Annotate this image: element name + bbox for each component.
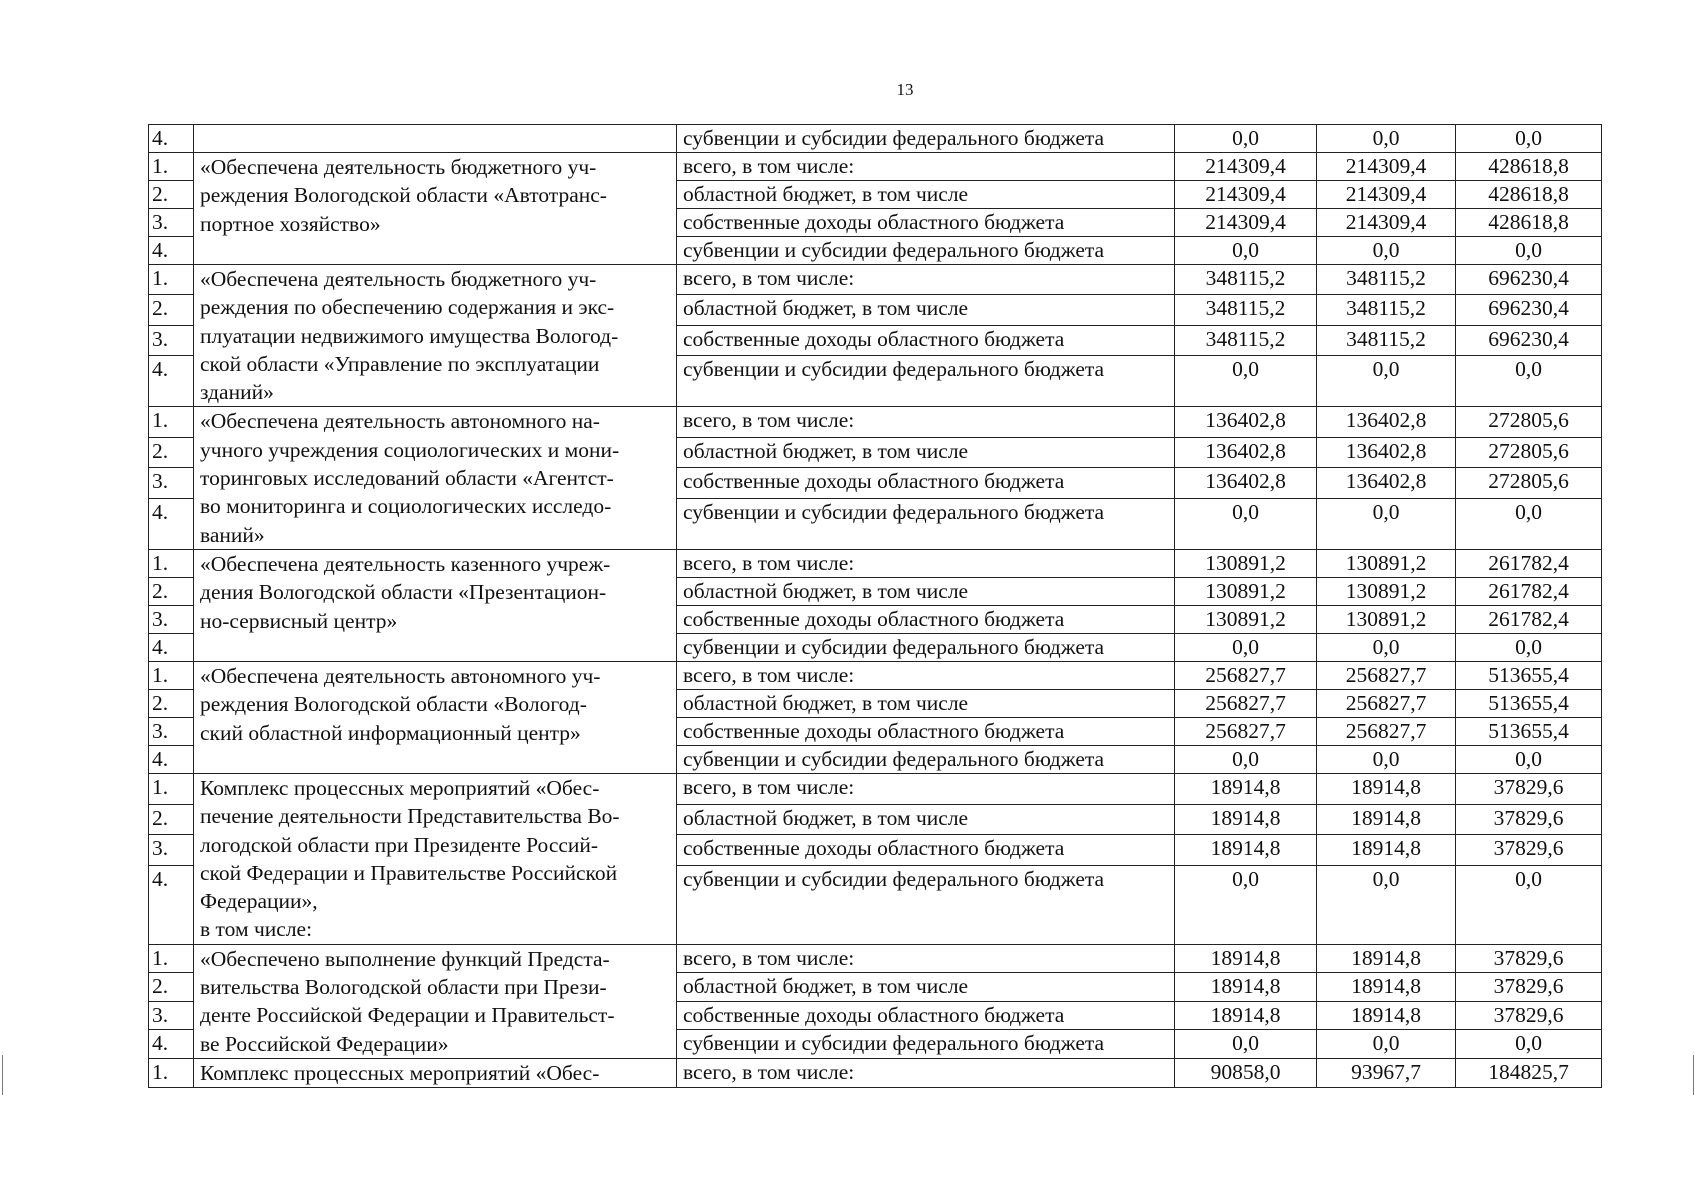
value-total: 0,0 (1456, 865, 1602, 944)
scan-edge-mark-right (1693, 1055, 1694, 1095)
table-row (149, 407, 1602, 437)
group-name-line: в том числе: (200, 917, 313, 942)
funding-source: всего, в том числе: (677, 153, 1175, 181)
funding-source: всего, в том числе: (677, 407, 1175, 437)
group-name-cell (194, 549, 677, 661)
value-year-1: 0,0 (1175, 125, 1317, 153)
value-total: 261782,4 (1456, 549, 1602, 577)
group-name-cell (194, 773, 677, 944)
table-row (149, 1058, 1602, 1087)
budget-table-body (149, 125, 1602, 1088)
group-name-line: печение деятельности Представительства Во- (200, 804, 620, 829)
row-number: 1. (149, 661, 194, 689)
value-year-2: 130891,2 (1317, 577, 1456, 605)
value-year-1: 136402,8 (1175, 468, 1317, 499)
funding-source: собственные доходы областного бюджета (677, 209, 1175, 237)
row-number: 3. (149, 835, 194, 866)
funding-source: собственные доходы областного бюджета (677, 468, 1175, 499)
row-number: 2. (149, 577, 194, 605)
funding-source: субвенции и субсидии федерального бюджета (677, 1030, 1175, 1059)
value-total: 0,0 (1456, 745, 1602, 773)
group-name-cell (194, 153, 677, 265)
funding-source: областной бюджет, в том числе (677, 973, 1175, 1002)
value-year-1: 0,0 (1175, 498, 1317, 549)
value-year-1: 136402,8 (1175, 437, 1317, 467)
group-name-line: Комплекс процессных мероприятий «Обес- (200, 775, 600, 800)
group-name-line: «Обеспечена деятельность казенного учреж- (200, 551, 611, 576)
value-year-1: 18914,8 (1175, 773, 1317, 804)
group-name-line: но-сервисный центр» (200, 608, 398, 633)
group-name-line: Комплекс процессных мероприятий «Обес- (200, 1060, 600, 1085)
table-row (149, 125, 1602, 153)
group-name-line: ский областной информационный центр» (200, 720, 581, 745)
value-year-1: 214309,4 (1175, 209, 1317, 237)
value-year-2: 130891,2 (1317, 605, 1456, 633)
group-name-cell (194, 944, 677, 1058)
value-year-2: 136402,8 (1317, 468, 1456, 499)
group-name-line: «Обеспечена деятельность бюджетного уч- (200, 267, 597, 291)
value-year-1: 0,0 (1175, 1030, 1317, 1059)
group-name-cell (194, 1058, 677, 1087)
page-number: 13 (896, 80, 914, 99)
group-name-line: ской области «Управление по эксплуатации (200, 351, 600, 376)
value-year-1: 18914,8 (1175, 1001, 1317, 1030)
row-number: 2. (149, 295, 194, 325)
value-year-1: 18914,8 (1175, 835, 1317, 866)
value-year-2: 0,0 (1317, 356, 1456, 407)
group-name-line: учного учреждения социологических и мони- (200, 437, 620, 462)
funding-source: собственные доходы областного бюджета (677, 835, 1175, 866)
value-year-2: 348115,2 (1317, 325, 1456, 356)
row-number: 3. (149, 605, 194, 633)
value-year-2: 18914,8 (1317, 944, 1456, 973)
value-total: 0,0 (1456, 633, 1602, 661)
value-total: 261782,4 (1456, 605, 1602, 633)
group-name-line: денте Российской Федерации и Правительст- (200, 1003, 615, 1028)
value-total: 272805,6 (1456, 437, 1602, 467)
funding-source: всего, в том числе: (677, 265, 1175, 295)
value-total: 37829,6 (1456, 773, 1602, 804)
funding-source: областной бюджет, в том числе (677, 295, 1175, 325)
row-number: 4. (149, 745, 194, 773)
table-row (149, 773, 1602, 804)
row-number: 4. (149, 1030, 194, 1059)
value-year-1: 214309,4 (1175, 181, 1317, 209)
row-number: 3. (149, 209, 194, 237)
value-year-2: 18914,8 (1317, 804, 1456, 835)
funding-source: всего, в том числе: (677, 1058, 1175, 1087)
value-total: 37829,6 (1456, 944, 1602, 973)
value-total: 696230,4 (1456, 325, 1602, 356)
row-number: 1. (149, 549, 194, 577)
value-year-1: 0,0 (1175, 237, 1317, 265)
table-row (149, 549, 1602, 577)
funding-source: субвенции и субсидии федерального бюджета (677, 865, 1175, 944)
group-name-cell (194, 407, 677, 549)
row-number: 3. (149, 1001, 194, 1030)
value-year-2: 0,0 (1317, 865, 1456, 944)
value-total: 0,0 (1456, 356, 1602, 407)
table-row (149, 265, 1602, 295)
value-year-2: 348115,2 (1317, 265, 1456, 295)
group-name-cell (194, 125, 677, 153)
value-total: 37829,6 (1456, 804, 1602, 835)
funding-source: всего, в том числе: (677, 944, 1175, 973)
row-number: 3. (149, 717, 194, 745)
value-total: 428618,8 (1456, 181, 1602, 209)
row-number: 3. (149, 325, 194, 356)
row-number: 1. (149, 1058, 194, 1087)
row-number: 3. (149, 468, 194, 499)
funding-source: собственные доходы областного бюджета (677, 717, 1175, 745)
group-name-line: ве Российской Федерации» (200, 1031, 449, 1056)
value-year-1: 18914,8 (1175, 804, 1317, 835)
row-number: 2. (149, 689, 194, 717)
value-year-2: 0,0 (1317, 498, 1456, 549)
value-year-2: 214309,4 (1317, 209, 1456, 237)
group-name-line: «Обеспечена деятельность автономного уч- (200, 663, 601, 688)
value-total: 513655,4 (1456, 661, 1602, 689)
value-year-1: 348115,2 (1175, 265, 1317, 295)
value-year-1: 348115,2 (1175, 295, 1317, 325)
funding-source: областной бюджет, в том числе (677, 437, 1175, 467)
value-year-1: 136402,8 (1175, 407, 1317, 437)
group-name-cell (194, 265, 677, 407)
row-number: 4. (149, 633, 194, 661)
value-total: 37829,6 (1456, 973, 1602, 1002)
value-year-2: 0,0 (1317, 745, 1456, 773)
value-total: 37829,6 (1456, 835, 1602, 866)
funding-source: областной бюджет, в том числе (677, 804, 1175, 835)
funding-source: всего, в том числе: (677, 549, 1175, 577)
row-number: 1. (149, 153, 194, 181)
group-name-line: ской Федерации и Правительстве Российской (200, 860, 618, 885)
value-total: 261782,4 (1456, 577, 1602, 605)
value-year-1: 348115,2 (1175, 325, 1317, 356)
value-year-1: 130891,2 (1175, 549, 1317, 577)
group-name-line: «Обеспечена деятельность автономного на- (200, 409, 600, 434)
row-number: 1. (149, 773, 194, 804)
funding-source: собственные доходы областного бюджета (677, 605, 1175, 633)
funding-source: субвенции и субсидии федерального бюджета (677, 356, 1175, 407)
group-name-line: вительства Вологодской области при Прези- (200, 975, 607, 1000)
value-year-2: 130891,2 (1317, 549, 1456, 577)
group-name-cell (194, 661, 677, 773)
scan-edge-mark-left (2, 1055, 3, 1095)
funding-source: областной бюджет, в том числе (677, 689, 1175, 717)
value-total: 428618,8 (1456, 153, 1602, 181)
group-name-line: во мониторинга и социологических исследо- (200, 494, 612, 519)
value-total: 0,0 (1456, 1030, 1602, 1059)
value-year-2: 214309,4 (1317, 153, 1456, 181)
group-name-line: Федерации», (200, 889, 318, 914)
funding-source: областной бюджет, в том числе (677, 181, 1175, 209)
funding-source: субвенции и субсидии федерального бюджета (677, 745, 1175, 773)
row-number: 4. (149, 356, 194, 407)
group-name-line: «Обеспечена деятельность бюджетного уч- (200, 155, 597, 179)
value-year-2: 0,0 (1317, 633, 1456, 661)
value-total: 696230,4 (1456, 265, 1602, 295)
table-row (149, 661, 1602, 689)
value-total: 184825,7 (1456, 1058, 1602, 1087)
funding-source: субвенции и субсидии федерального бюджета (677, 633, 1175, 661)
value-year-1: 0,0 (1175, 865, 1317, 944)
value-year-1: 214309,4 (1175, 153, 1317, 181)
funding-source: всего, в том числе: (677, 773, 1175, 804)
funding-source: субвенции и субсидии федерального бюджета (677, 237, 1175, 265)
value-year-2: 18914,8 (1317, 773, 1456, 804)
value-total: 0,0 (1456, 237, 1602, 265)
funding-source: областной бюджет, в том числе (677, 577, 1175, 605)
value-year-2: 256827,7 (1317, 661, 1456, 689)
funding-source: всего, в том числе: (677, 661, 1175, 689)
value-year-1: 256827,7 (1175, 689, 1317, 717)
value-total: 0,0 (1456, 125, 1602, 153)
group-name-line: портное хозяйство» (200, 211, 381, 236)
value-year-2: 18914,8 (1317, 835, 1456, 866)
row-number: 4. (149, 237, 194, 265)
group-name-line: «Обеспечено выполнение функций Предста- (200, 946, 610, 971)
row-number: 1. (149, 265, 194, 295)
row-number: 1. (149, 407, 194, 437)
table-row (149, 153, 1602, 181)
value-year-2: 256827,7 (1317, 689, 1456, 717)
value-year-2: 348115,2 (1317, 295, 1456, 325)
value-year-1: 130891,2 (1175, 577, 1317, 605)
value-total: 696230,4 (1456, 295, 1602, 325)
value-year-2: 18914,8 (1317, 973, 1456, 1002)
value-year-1: 0,0 (1175, 745, 1317, 773)
value-year-2: 93967,7 (1317, 1058, 1456, 1087)
group-name-line: дения Вологодской области «Презентацион- (200, 580, 607, 605)
row-number: 2. (149, 181, 194, 209)
value-year-2: 0,0 (1317, 125, 1456, 153)
value-total: 513655,4 (1456, 717, 1602, 745)
value-year-2: 136402,8 (1317, 437, 1456, 467)
group-name-line: плуатации недвижимого имущества Вологод- (200, 323, 619, 348)
group-name-line: реждения Вологодской области «Автотранс- (200, 183, 607, 208)
row-number: 4. (149, 865, 194, 944)
value-year-2: 214309,4 (1317, 181, 1456, 209)
group-name-line: логодской области при Президенте Россий- (200, 832, 599, 857)
group-name-line: зданий» (200, 380, 274, 405)
group-name-line: реждения по обеспечению содержания и экс- (200, 295, 615, 320)
funding-source: собственные доходы областного бюджета (677, 1001, 1175, 1030)
funding-source: субвенции и субсидии федерального бюджета (677, 125, 1175, 153)
value-year-2: 18914,8 (1317, 1001, 1456, 1030)
value-year-1: 0,0 (1175, 356, 1317, 407)
funding-source: субвенции и субсидии федерального бюджета (677, 498, 1175, 549)
table-row (149, 944, 1602, 973)
value-year-1: 256827,7 (1175, 661, 1317, 689)
group-name-line: торинговых исследований области «Агентст- (200, 466, 614, 491)
value-total: 272805,6 (1456, 468, 1602, 499)
group-name-line: реждения Вологодской области «Вологод- (200, 692, 587, 717)
value-year-1: 18914,8 (1175, 973, 1317, 1002)
row-number: 1. (149, 944, 194, 973)
value-year-2: 136402,8 (1317, 407, 1456, 437)
funding-source: собственные доходы областного бюджета (677, 325, 1175, 356)
value-total: 0,0 (1456, 498, 1602, 549)
value-year-2: 0,0 (1317, 237, 1456, 265)
value-total: 37829,6 (1456, 1001, 1602, 1030)
row-number: 4. (149, 498, 194, 549)
row-number: 2. (149, 437, 194, 467)
group-name-line: ваний» (200, 522, 265, 547)
value-year-1: 256827,7 (1175, 717, 1317, 745)
value-year-2: 0,0 (1317, 1030, 1456, 1059)
budget-table (148, 124, 1602, 1088)
row-number: 2. (149, 804, 194, 835)
value-year-2: 256827,7 (1317, 717, 1456, 745)
value-year-1: 0,0 (1175, 633, 1317, 661)
value-total: 428618,8 (1456, 209, 1602, 237)
row-number: 2. (149, 973, 194, 1002)
value-year-1: 90858,0 (1175, 1058, 1317, 1087)
value-year-1: 18914,8 (1175, 944, 1317, 973)
value-year-1: 130891,2 (1175, 605, 1317, 633)
value-total: 272805,6 (1456, 407, 1602, 437)
value-total: 513655,4 (1456, 689, 1602, 717)
row-number: 4. (149, 125, 194, 153)
